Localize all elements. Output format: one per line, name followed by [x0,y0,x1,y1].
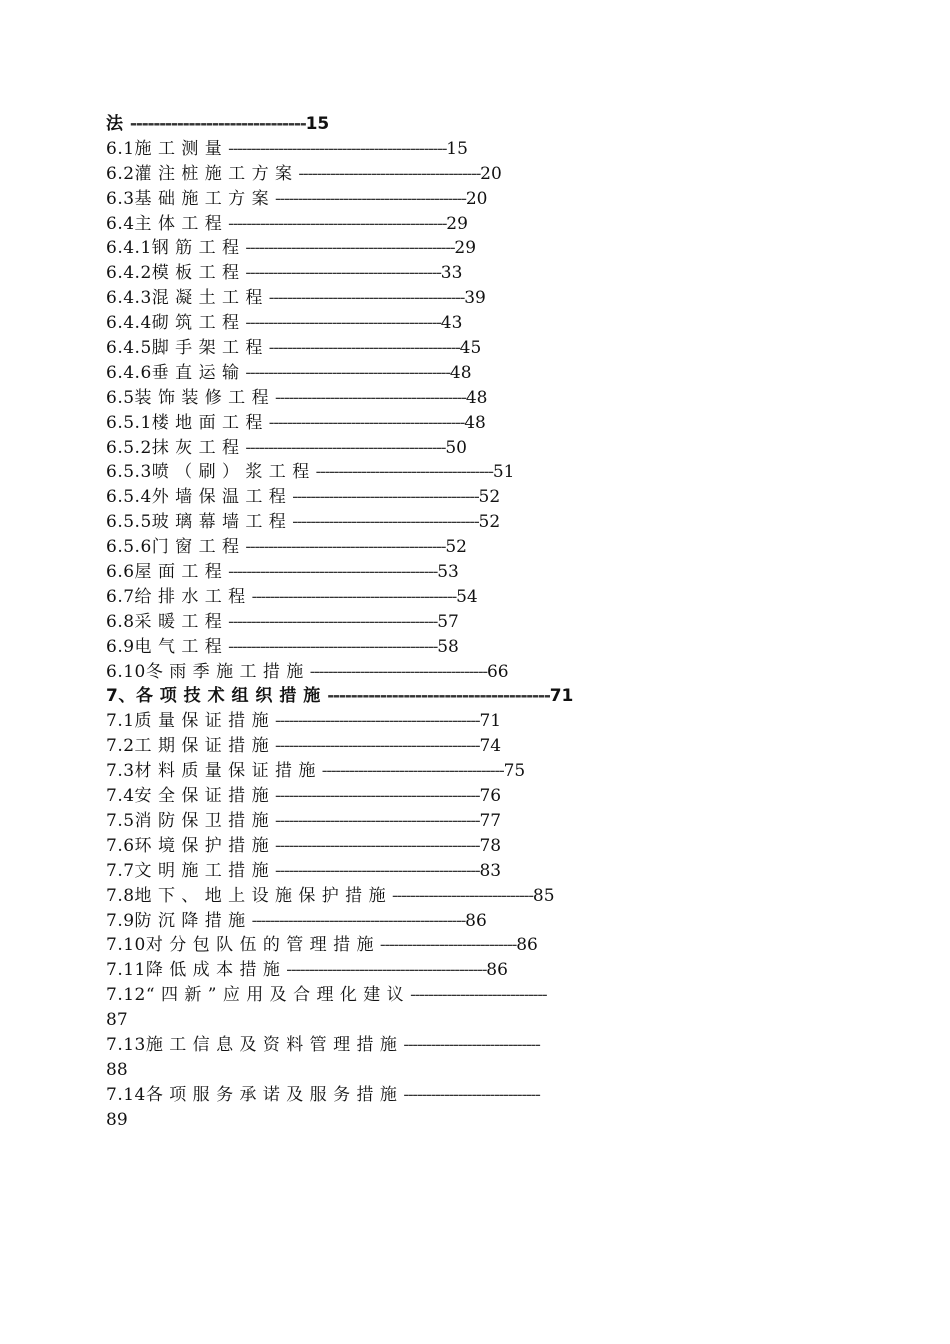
toc-leader-dashes: --------------------------------------------- [274,711,480,732]
toc-leader-dashes: ----------------------------------------- [292,487,479,508]
toc-entry-page-number: 39 [464,288,486,309]
toc-leader-dashes: ------------------------------------------- [268,288,465,309]
toc-entry-title: 防 沉 降 措 施 [134,910,246,931]
toc-entry [106,261,846,286]
toc-leader-dashes: --------------------------------------------- [274,860,480,881]
toc-entry [106,535,846,560]
toc-entry-title: “ 四 新 ” 应 用 及 合 理 化 建 议 [145,985,405,1006]
toc-entry-title: 垂 直 运 输 [151,362,240,383]
toc-leader-dashes: ------------------------------ [403,1084,540,1105]
toc-leader-dashes: --------------------------------------------- [274,810,480,831]
toc-entry-title: 钢 筋 工 程 [151,238,240,259]
toc-entry-number: 6.3 [106,188,135,209]
toc-entry-number: 6.4.4 [106,313,152,334]
toc-entry-title: 抹 灰 工 程 [151,437,240,458]
toc-entry [106,187,846,212]
toc-entry-page-number: 51 [492,462,515,483]
toc-entry-title: 喷 （ 刷 ） 浆 工 程 [151,462,310,483]
toc-entry-number: 7.9 [106,910,135,931]
toc-entry-title: 主 体 工 程 [134,213,223,234]
toc-leader-dashes: --------------------------------------- [315,462,493,483]
toc-entry-number: 6.4.3 [106,288,152,309]
toc-entry-page-number: 86 [465,910,487,931]
toc-entry-number: 7.13 [106,1034,146,1055]
toc-entry-title: 装 饰 装 修 工 程 [134,387,270,408]
toc-entry [106,286,846,311]
toc-entry-number: 7.12 [106,985,146,1006]
toc-entry-number: 6.5.5 [106,512,152,533]
table-of-contents [106,112,846,1133]
toc-entry-page-number: 52 [478,512,501,533]
toc-entry [106,510,846,535]
toc-entry-title: 降 低 成 本 措 施 [145,960,281,981]
toc-entry-page-number: 20 [465,188,488,209]
toc-entry-title: 质 量 保 证 措 施 [134,711,270,732]
toc-leader-dashes: ------------------------------------------------ [228,138,447,159]
toc-entry-number: 7.6 [106,835,135,856]
toc-entry-page-number: 85 [532,885,555,906]
toc-leader-dashes: --------------------------------------- [309,661,487,682]
toc-entry [106,386,846,411]
toc-entry [106,361,846,386]
toc-entry-page-number: 20 [480,163,502,184]
toc-entry-title: 模 板 工 程 [151,263,240,284]
toc-entry-title: 灌 注 桩 施 工 方 案 [134,163,293,184]
toc-entry-page-number: 78 [479,835,502,856]
toc-leader-dashes: ------------------------------- [392,885,533,906]
toc-leader-dashes: ----------------------------------------------- [251,910,466,931]
toc-entry-page-number: 57 [437,611,459,632]
toc-entry-number: 6.5.3 [106,462,152,483]
toc-entry-page-number: 89 [106,1109,128,1130]
toc-entry-page-number: 86 [516,935,538,956]
toc-entry-title: 对 分 包 队 伍 的 管 理 措 施 [145,935,374,956]
toc-entry [106,585,846,610]
toc-entry-number: 7.1 [106,711,135,732]
toc-entry [106,909,846,934]
toc-entry-number: 6.5.2 [106,437,152,458]
toc-entry-page-number: 15 [305,114,330,134]
toc-entry-title: 安 全 保 证 措 施 [134,786,270,807]
toc-leader-dashes: ------------------------------------------ [274,387,466,408]
toc-entry-page-number: 66 [486,661,509,682]
toc-entry [106,212,846,237]
toc-entry [106,709,846,734]
toc-entry [106,684,846,709]
toc-leader-dashes: ------------------------------ [129,114,306,134]
toc-leader-dashes: --------------------------------------------- [274,786,480,807]
toc-entry-number: 7.8 [106,885,135,906]
toc-leader-dashes: ------------------------------------------- [245,313,441,334]
toc-leader-dashes: --------------------------------------------- [251,586,457,607]
toc-leader-dashes: ----------------------------------------- [292,512,479,533]
toc-entry-title: 外 墙 保 温 工 程 [151,487,287,508]
toc-leader-dashes: -------------------------------------------- [245,437,446,458]
toc-leader-dashes: --------------------------------------------- [274,835,480,856]
toc-entry [106,958,846,983]
toc-entry-title: 电 气 工 程 [134,636,223,657]
toc-entry [106,1033,846,1083]
toc-entry-title: 玻 璃 幕 墙 工 程 [151,512,287,533]
toc-entry-page-number: 54 [456,586,478,607]
toc-leader-dashes: -------------------------------------- [327,686,550,707]
toc-entry-number: 7.2 [106,736,135,757]
toc-leader-dashes: ---------------------------------------------- [228,562,438,583]
toc-entry-number: 6.4.1 [106,238,152,259]
toc-entry [106,859,846,884]
toc-entry [106,460,846,485]
toc-entry-title: 工 期 保 证 措 施 [134,736,270,757]
toc-entry-number: 6.5 [106,387,135,408]
toc-entry-title: 各 项 服 务 承 诺 及 服 务 措 施 [145,1084,398,1105]
toc-leader-dashes: ---------------------------------------------- [228,636,438,657]
toc-entry-number: 7.11 [106,960,146,981]
toc-entry [106,411,846,436]
toc-entry-number: 7.7 [106,860,135,881]
toc-entry-page-number: 87 [106,1010,128,1031]
toc-entry-page-number: 33 [440,263,463,284]
toc-entry-page-number: 48 [464,412,486,433]
toc-entry-page-number: 74 [479,736,502,757]
toc-entry-title: 文 明 施 工 措 施 [134,860,270,881]
toc-entry [106,884,846,909]
toc-entry-page-number: 50 [445,437,467,458]
toc-entry-title: 门 窗 工 程 [151,537,240,558]
toc-entry [106,759,846,784]
toc-entry-title: 楼 地 面 工 程 [151,412,263,433]
toc-entry [106,983,846,1033]
toc-leader-dashes: ---------------------------------------- [321,761,504,782]
toc-leader-dashes: ------------------------------ [410,985,547,1006]
toc-entry-number: 7.5 [106,810,135,831]
toc-entry-number: 6.9 [106,636,135,657]
toc-entry-page-number: 53 [437,562,459,583]
toc-entry-title: 基 础 施 工 方 案 [134,188,270,209]
toc-entry-title: 法 [106,114,124,134]
toc-entry-number: 7.3 [106,761,135,782]
toc-leader-dashes: ---------------------------------------------- [245,238,455,259]
toc-entry-number: 6.5.6 [106,537,152,558]
toc-entry [106,336,846,361]
toc-entry [106,236,846,261]
toc-entry-page-number: 29 [454,238,477,259]
toc-entry-title: 混 凝 土 工 程 [151,288,263,309]
toc-entry [106,485,846,510]
toc-leader-dashes: ------------------------------ [403,1034,540,1055]
toc-entry-number: 6.10 [106,661,146,682]
toc-entry-page-number: 15 [446,138,468,159]
toc-entry-page-number: 52 [478,487,501,508]
toc-entry [106,660,846,685]
toc-entry-number: 7.10 [106,935,146,956]
toc-entry-page-number: 83 [479,860,502,881]
toc-leader-dashes: ------------------------------------------- [268,412,465,433]
toc-entry-number: 6.4.2 [106,263,152,284]
toc-entry-page-number: 75 [503,761,526,782]
toc-entry-number: 6.7 [106,586,135,607]
toc-entry-page-number: 76 [479,786,502,807]
toc-entry [106,784,846,809]
toc-entry-title: 冬 雨 季 施 工 措 施 [145,661,304,682]
toc-entry-title: 屋 面 工 程 [134,562,223,583]
toc-leader-dashes: ------------------------------ [379,935,517,956]
toc-entry-number: 6.4.5 [106,338,152,359]
toc-entry-page-number: 58 [437,636,459,657]
toc-leader-dashes: ------------------------------------------------ [228,213,447,234]
toc-entry-number: 6.8 [106,611,135,632]
toc-entry-page-number: 77 [479,810,502,831]
toc-entry [106,162,846,187]
toc-entry [106,610,846,635]
toc-leader-dashes: --------------------------------------------- [245,362,450,383]
toc-entry [106,1083,846,1133]
toc-entry [106,933,846,958]
toc-entry [106,137,846,162]
toc-entry-number: 7.14 [106,1084,146,1105]
toc-entry [106,436,846,461]
toc-entry [106,311,846,336]
toc-entry-number: 6.1 [106,138,135,159]
toc-leader-dashes: --------------------------------------------- [274,736,480,757]
toc-entry-number: 6.4 [106,213,135,234]
toc-entry-page-number: 29 [446,213,468,234]
toc-entry-title: 材 料 质 量 保 证 措 施 [134,761,316,782]
toc-entry-number: 6.2 [106,163,135,184]
toc-entry-title: 脚 手 架 工 程 [151,338,263,359]
toc-leader-dashes: -------------------------------------------- [286,960,487,981]
toc-entry-page-number: 52 [445,537,467,558]
toc-entry-page-number: 71 [479,711,502,732]
toc-leader-dashes: ------------------------------------------- [245,263,441,284]
toc-entry-page-number: 48 [465,387,488,408]
toc-entry-number: 7、 [106,686,136,707]
toc-entry-page-number: 88 [106,1059,128,1080]
toc-entry-page-number: 48 [449,362,472,383]
toc-entry-number: 7.4 [106,786,135,807]
toc-entry [106,635,846,660]
toc-entry [106,560,846,585]
toc-entry-title: 砌 筑 工 程 [151,313,240,334]
toc-entry [106,112,846,137]
toc-entry-title: 施 工 测 量 [134,138,223,159]
toc-entry-title: 地 下 、 地 上 设 施 保 护 措 施 [134,885,387,906]
toc-entry-number: 6.4.6 [106,362,152,383]
toc-leader-dashes: ------------------------------------------ [274,188,466,209]
toc-entry-title: 环 境 保 护 措 施 [134,835,270,856]
toc-leader-dashes: ---------------------------------------------- [228,611,438,632]
toc-leader-dashes: -------------------------------------------- [245,537,446,558]
toc-entry-page-number: 86 [486,960,508,981]
toc-entry-title: 各 项 技 术 组 织 措 施 [135,686,321,707]
toc-entry-page-number: 43 [440,313,463,334]
toc-entry-title: 消 防 保 卫 措 施 [134,810,270,831]
toc-entry-title: 采 暖 工 程 [134,611,223,632]
toc-entry-page-number: 71 [549,686,574,707]
toc-entry [106,734,846,759]
toc-entry-number: 6.5.4 [106,487,152,508]
toc-leader-dashes: ---------------------------------------- [298,163,481,184]
toc-entry-title: 施 工 信 息 及 资 料 管 理 措 施 [145,1034,398,1055]
toc-entry [106,834,846,859]
toc-entry-page-number: 45 [459,338,482,359]
toc-entry-number: 6.5.1 [106,412,152,433]
toc-entry-number: 6.6 [106,562,135,583]
toc-entry [106,809,846,834]
toc-entry-title: 给 排 水 工 程 [134,586,246,607]
toc-leader-dashes: ------------------------------------------ [268,338,460,359]
